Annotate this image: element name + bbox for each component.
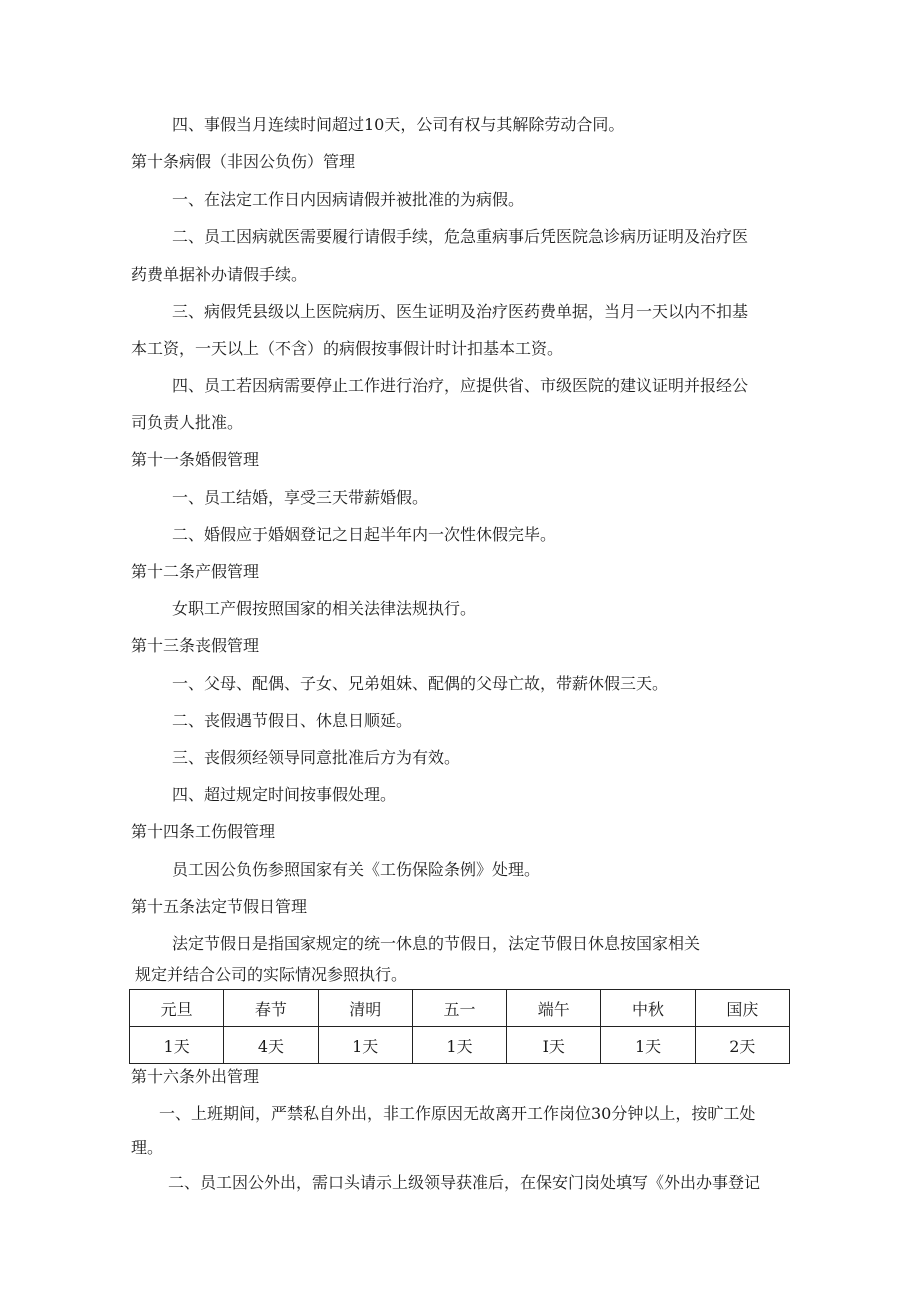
section-heading: 第十六条外出管理 (131, 1067, 260, 1086)
paragraph: 一、父母、配偶、子女、兄弟姐妹、配偶的父母亡故，带薪休假三天。 (172, 674, 669, 693)
paragraph: 二、丧假遇节假日、休息日顺延。 (172, 711, 413, 730)
paragraph-continuation: 司负责人批准。 (131, 413, 244, 432)
section-heading: 第十四条工伤假管理 (131, 822, 276, 841)
paragraph-continuation: 药费单据补办请假手续。 (131, 265, 308, 284)
paragraph: 四、超过规定时间按事假处理。 (172, 785, 397, 804)
holiday-days-cell: 1天 (318, 1027, 412, 1064)
holiday-days-cell: 2天 (695, 1027, 789, 1064)
paragraph: 一、员工结婚，享受三天带薪婚假。 (172, 488, 429, 507)
holiday-days-cell: 1天 (601, 1027, 695, 1064)
paragraph: 二、员工因公外出，需口头请示上级领导获准后，在保安门岗处填写《外出办事登记 (168, 1173, 761, 1192)
holiday-days-cell: I天 (507, 1027, 601, 1064)
paragraph: 二、婚假应于婚姻登记之日起半年内一次性休假完毕。 (172, 525, 557, 544)
paragraph: 四、事假当月连续时间超过10天，公司有权与其解除劳动合同。 (172, 115, 625, 134)
holiday-table (129, 989, 790, 1064)
paragraph-continuation: 本工资，一天以上（不含）的病假按事假计时计扣基本工资。 (131, 339, 564, 358)
section-heading: 第十二条产假管理 (131, 562, 260, 581)
paragraph-continuation: 规定并结合公司的实际情况参照执行。 (135, 965, 408, 984)
holiday-days-cell: 1天 (412, 1027, 506, 1064)
holiday-name-cell: 端午 (507, 990, 601, 1027)
paragraph: 员工因公负伤参照国家有关《工伤保险条例》处理。 (172, 860, 541, 879)
paragraph: 一、在法定工作日内因病请假并被批准的为病假。 (172, 190, 525, 209)
paragraph: 三、丧假须经领导同意批准后方为有效。 (172, 748, 461, 767)
holiday-name-cell: 清明 (318, 990, 412, 1027)
holiday-name-cell: 元旦 (130, 990, 224, 1027)
section-heading: 第十条病假（非因公负伤）管理 (131, 152, 356, 171)
holiday-name-cell: 国庆 (695, 990, 789, 1027)
paragraph: 一、上班期间，严禁私自外出，非工作原因无故离开工作岗位30分钟以上，按旷工处 (159, 1104, 756, 1123)
holiday-table-days-row (130, 1027, 790, 1064)
section-heading: 第十一条婚假管理 (131, 450, 260, 469)
holiday-days-cell: 4天 (224, 1027, 318, 1064)
paragraph: 法定节假日是指国家规定的统一休息的节假日，法定节假日休息按国家相关 (172, 934, 701, 953)
paragraph: 四、员工若因病需要停止工作进行治疗，应提供省、市级医院的建议证明并报经公 (172, 376, 749, 395)
holiday-name-cell: 五一 (412, 990, 506, 1027)
holiday-name-cell: 春节 (224, 990, 318, 1027)
paragraph: 女职工产假按照国家的相关法律法规执行。 (172, 599, 477, 618)
section-heading: 第十五条法定节假日管理 (131, 897, 308, 916)
paragraph: 三、病假凭县级以上医院病历、医生证明及治疗医药费单据，当月一天以内不扣基 (172, 302, 749, 321)
paragraph: 二、员工因病就医需要履行请假手续，危急重病事后凭医院急诊病历证明及治疗医 (172, 227, 749, 246)
holiday-days-cell: 1天 (130, 1027, 224, 1064)
holiday-table-header-row (130, 990, 790, 1027)
paragraph-continuation: 理。 (131, 1138, 164, 1157)
holiday-name-cell: 中秋 (601, 990, 695, 1027)
section-heading: 第十三条丧假管理 (131, 636, 260, 655)
